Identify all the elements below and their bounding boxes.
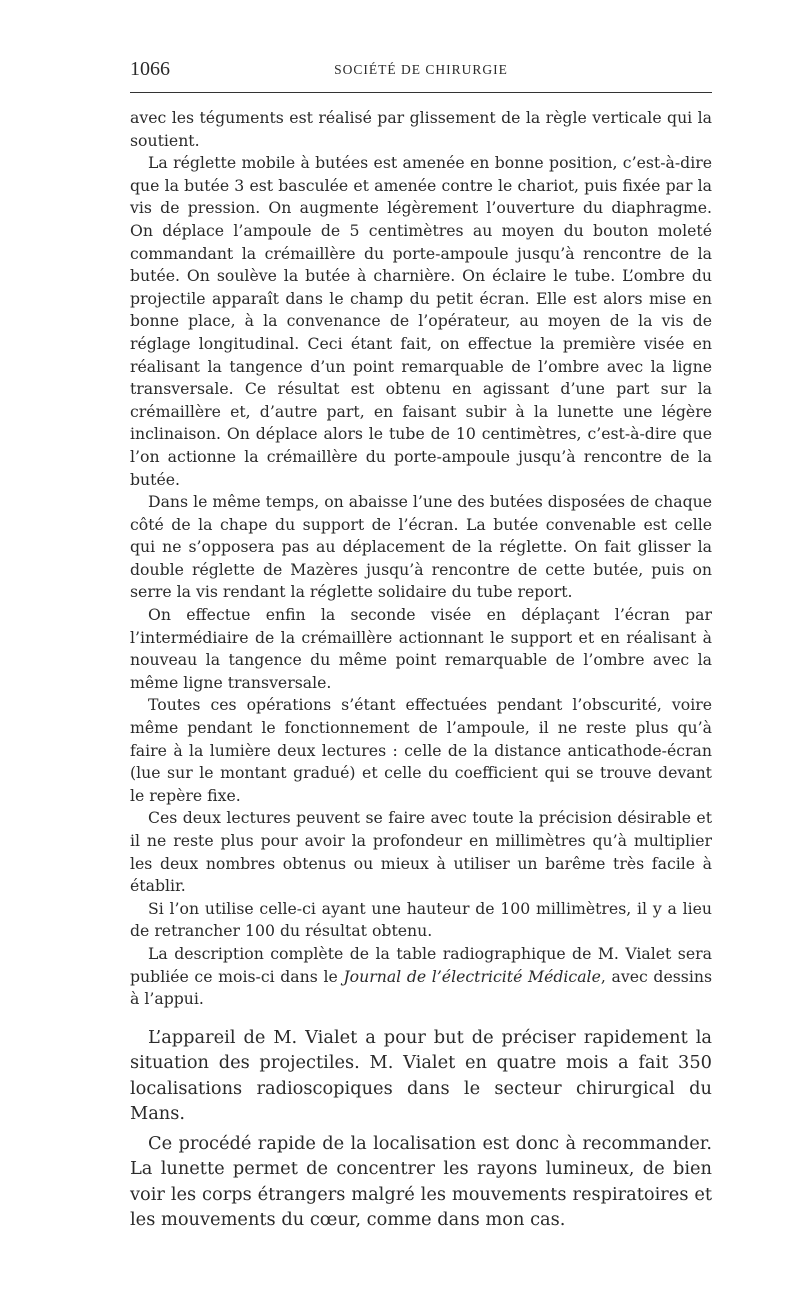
paragraph-conclusion: Ce procédé rapide de la localisation est donc à recommander. La lunette permet de concentrer les rayons lumineux, de bien voir les corps étrangers malgré les mouvements respiratoires et les mouvements du cœur, comme dans mon cas. [130, 1132, 712, 1231]
page-number: 1066 [130, 58, 170, 80]
description-text-before: La description complète de la table radiographique de M. Vialet sera publiée ce mois-ci dans le [130, 943, 712, 986]
paragraph-reglette: La réglette mobile à butées est amenée en bonne position, c’est-à-dire que la butée 3 est basculée et amenée contre le chariot, puis fixée par la vis de pression. On augmente légèrement l’ouverture du diaphragme. On déplace l’ampoule de 5 centimètres au moyen du bouton moleté commandant la crémaillère du porte-ampoule jusqu’à rencontre de la butée. On soulève la butée à charnière. On éclaire le tube. L’ombre du projectile apparaît dans le champ du petit écran. Elle est alors mise en bonne place, à la convenance de l’opérateur, au moyen de la vis de réglage longitudinal. Ceci étant fait, on effectue la première visée en réalisant la tangence d’un point remarquable de l’ombre avec la ligne transversale. Ce résultat est obtenu en agissant d’une part sur la crémaillère et, d’autre part, en faisant subir à la lunette une légère inclinaison. On déplace alors le tube de 10 centimètres, c’est-à-dire que l’on actionne la crémaillère du porte-ampoule jusqu’à rencontre de la butée. [130, 153, 712, 489]
paragraph-operations: Toutes ces opérations s’étant effectuées pendant l’obscurité, voire même pendant le fonctionnement de l’ampoule, il ne reste plus qu’à faire à la lumière deux lectures : celle de la distance anticathode-écran (lue sur le montant gradué) et celle du coefficient qui se trouve devant le repère fixe. [130, 695, 712, 805]
paragraph-butees: Dans le même temps, on abaisse l’une des butées disposées de chaque côté de la chape du support de l’écran. La butée convenable est celle qui ne s’opposera pas au déplacement de la réglette. On fait glisser la double réglette de Mazères jusqu’à rencontre de cette butée, puis on serre la vis rendant la réglette solidaire du tube report. [130, 492, 712, 602]
paragraph-seconde-visee: On effectue enfin la seconde visée en déplaçant l’écran par l’intermédiaire de la crémaillère actionnant le support et en réalisant à nouveau la tangence du même point remarquable de l’ombre avec la même ligne transversale. [130, 605, 712, 692]
paragraph-description [130, 943, 712, 1011]
page-body [130, 107, 712, 1233]
page-header [130, 52, 712, 93]
paragraph-appareil-vialet: L’appareil de M. Vialet a pour but de préciser rapidement la situation des projectiles. M. Vialet en quatre mois a fait 350 localisations radioscopiques dans le secteur chirurgical du Mans. [130, 1026, 712, 1125]
page [130, 52, 712, 1233]
paragraph-lectures: Ces deux lectures peuvent se faire avec toute la précision désirable et il ne reste plus pour avoir la profondeur en millimètres qu’à multiplier les deux nombres obtenus ou mieux à utiliser un barême très facile à établir. [130, 808, 712, 896]
journal-title: Journal de l’électricité Médicale [343, 966, 601, 986]
description-text-after: , avec dessins à l’appui. [130, 966, 713, 1009]
paragraph-hauteur: Si l’on utilise celle-ci ayant une hauteur de 100 millimètres, il y a lieu de retrancher 100 du résultat obtenu. [130, 898, 712, 941]
paragraph-continuation: avec les téguments est réalisé par glissement de la règle verticale qui la soutient. [130, 108, 712, 150]
running-title: SOCIÉTÉ DE CHIRURGIE [334, 62, 508, 77]
